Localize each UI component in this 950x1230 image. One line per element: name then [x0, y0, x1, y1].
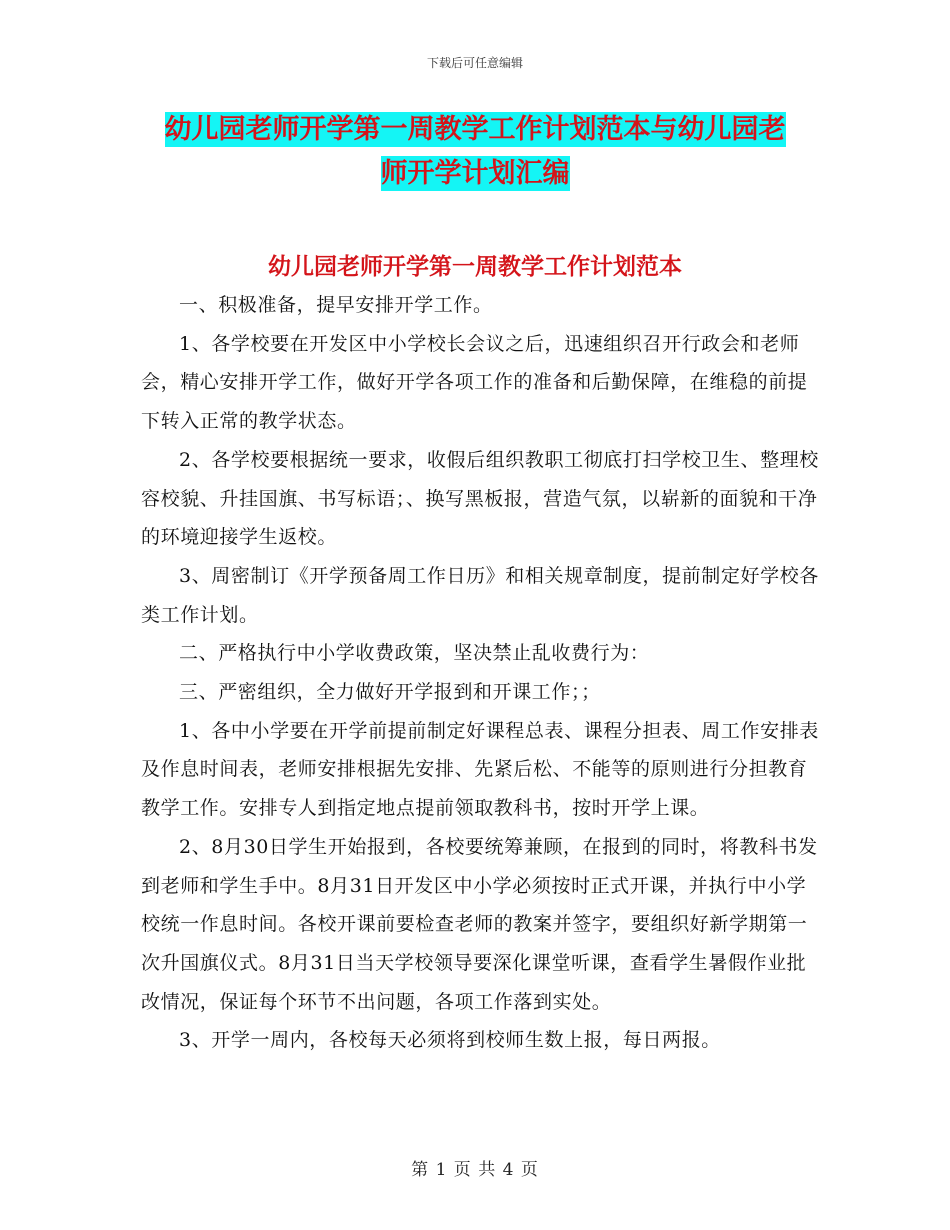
paragraph: 3、开学一周内，各校每天必须将到校师生数上报，每日两报。: [179, 1029, 721, 1052]
paragraph: 1、各学校要在开发区中小学校长会议之后，迅速组织召开行政会和老师会，精心安排开学工作，做好开学各项工作的准备和后勤保障，在维稳的前提下转入正常的教学状态。: [141, 332, 808, 433]
page-number-footer: 第 1 页 共 4 页: [411, 1160, 539, 1180]
title-line-1-text: 幼儿园老师开学第一周教学工作计划范本与幼儿园老: [164, 114, 786, 145]
document-title-line-2: [0, 156, 950, 192]
paragraph: 1、各中小学要在开学前提前制定好课程总表、课程分担表、周工作安排表及作息时间表，老师安排根据先安排、先紧后松、不能等的原则进行分担教育教学工作。安排专人到指定地点提前领取教科书，按时开学上课。: [141, 719, 819, 820]
paragraph: 二、严格执行中小学收费政策，坚决禁止乱收费行为：: [179, 642, 650, 665]
paragraph: 2、8月30日学生开始报到，各校要统筹兼顾，在报到的同时，将教科书发到老师和学生手中。8月31日开发区中小学必须按时正式开课，并执行中小学校统一作息时间。各校开课前要检查老师的教案并签字，要组织好新学期第一次升国旗仪式。8月31日当天学校领导要深化课堂听课，查看学生暑假作业批改情况，保证每个环节不出问题，各项工作落到实处。: [141, 835, 818, 1013]
document-title-line-1: [0, 112, 950, 148]
paragraph: 三、严密组织，全力做好开学报到和开课工作；；: [179, 681, 601, 704]
paragraph: 3、周密制订《开学预备周工作日历》和相关规章制度，提前制定好学校各类工作计划。: [141, 564, 819, 626]
title-line-2-text: 师开学计划汇编: [380, 158, 570, 189]
paragraph: 一、积极准备，提早安排开学工作。: [179, 294, 493, 316]
document-body: [141, 286, 821, 1060]
header-note: 下载后可任意编辑: [426, 56, 523, 70]
paragraph: 2、各学校要根据统一要求，收假后组织教职工彻底打扫学校卫生、整理校容校貌、升挂国旗、书写标语；、换写黑板报，营造气氛，以崭新的面貌和干净的环境迎接学生返校。: [141, 448, 819, 549]
section-title: 幼儿园老师开学第一周教学工作计划范本: [268, 253, 682, 280]
